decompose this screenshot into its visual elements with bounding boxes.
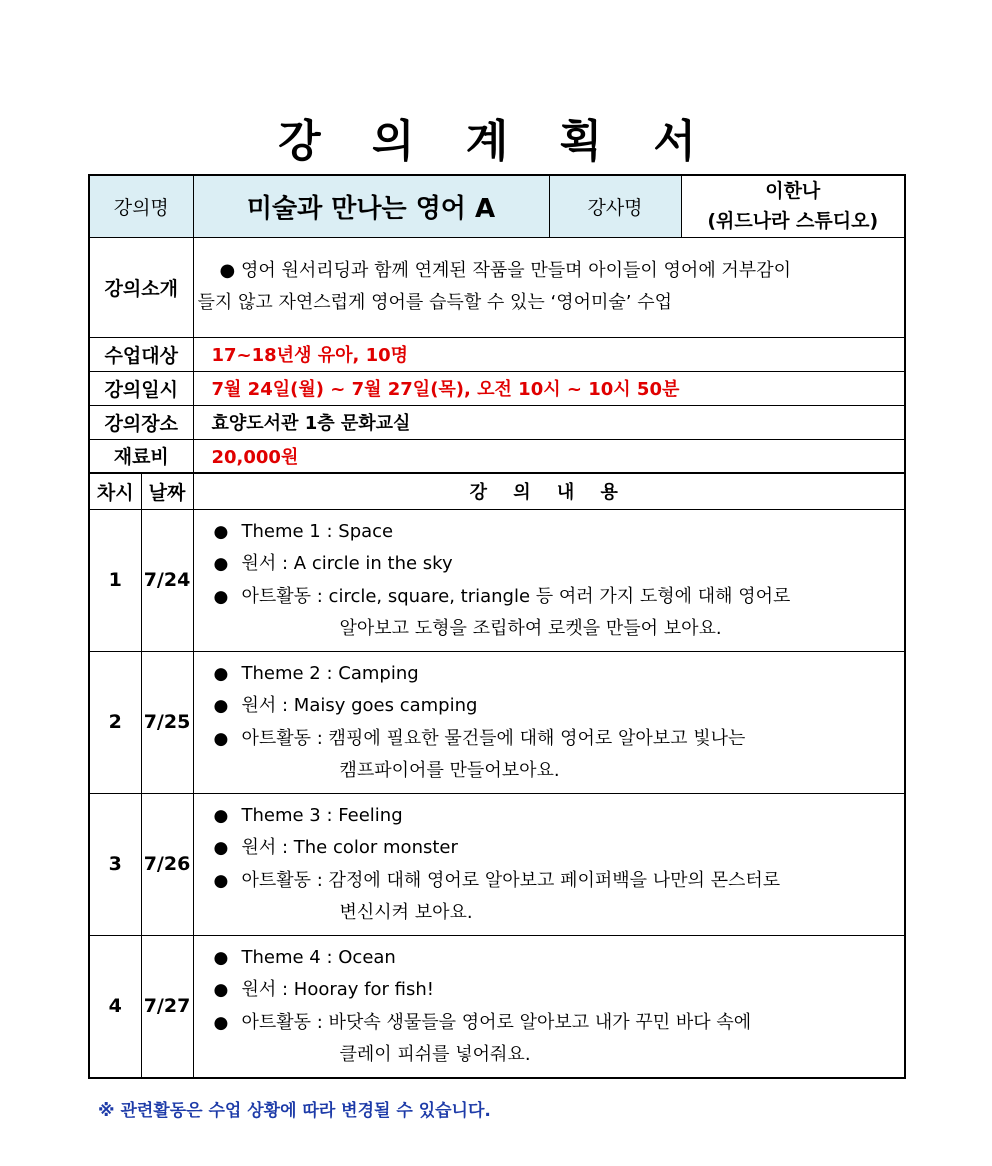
course-name: 미술과 만나는 영어 A: [193, 175, 549, 237]
session-row: [89, 793, 905, 935]
place-row: [89, 405, 905, 439]
session-row: [89, 651, 905, 793]
session-row: [89, 935, 905, 1078]
session-number: 4: [89, 935, 141, 1078]
target-row: [89, 337, 905, 371]
session-content: [193, 935, 905, 1078]
bullet-icon: ●: [213, 554, 229, 574]
bullet-icon: ●: [213, 947, 229, 968]
bullet-icon: ●: [213, 696, 229, 716]
session-date: 7/25: [141, 651, 193, 793]
session-theme: Theme 4 : Ocean: [241, 946, 396, 968]
bullet-icon: ●: [213, 728, 229, 749]
session-art-line-2: 캠프파이어를 만들어보아요.: [339, 760, 560, 781]
session-number: 2: [89, 651, 141, 793]
header-row: [89, 175, 905, 237]
intro-line-1: 영어 원서리딩과 함께 연계된 작품을 만들며 아이들이 영어에 거부감이: [240, 260, 791, 281]
bullet-icon: ●: [213, 838, 229, 858]
bullet-icon: ●: [213, 1012, 229, 1033]
session-art-line-1: 아트활동 : 감정에 대해 영어로 알아보고 페이퍼백을 나만의 몬스터로: [241, 869, 781, 891]
document-title: 강 의 계 획 서: [278, 116, 714, 167]
session-art-line-2: 변신시켜 보아요.: [339, 902, 473, 923]
lecture-plan-table: [88, 174, 906, 1079]
session-theme: Theme 3 : Feeling: [241, 804, 403, 826]
session-date: 7/24: [141, 509, 193, 651]
place-value: 효양도서관 1층 문화교실: [193, 405, 905, 439]
session-date: 7/27: [141, 935, 193, 1078]
session-book: 원서 : The color monster: [241, 837, 458, 858]
bullet-icon: ●: [213, 980, 229, 1000]
session-art-line-2: 클레이 피쉬를 넣어줘요.: [339, 1044, 531, 1065]
teacher-label: 강사명: [549, 175, 681, 237]
session-book: 원서 : Hooray for fish!: [241, 979, 434, 1000]
session-theme: Theme 2 : Camping: [241, 662, 419, 684]
bullet-icon: ●: [213, 870, 229, 891]
schedule-value: 7월 24일(월) ~ 7월 27일(목), 오전 10시 ~ 10시 50분: [193, 371, 905, 405]
intro-line-2: 들지 않고 자연스럽게 영어를 습득할 수 있는 ‘영어미술’ 수업: [197, 292, 673, 313]
session-art-line-1: 아트활동 : 바닷속 생물들을 영어로 알아보고 내가 꾸민 바다 속에: [241, 1011, 752, 1033]
intro-label: 강의소개: [89, 237, 193, 337]
teacher-org: (위드나라 스튜디오): [707, 210, 879, 233]
column-header-row: [89, 473, 905, 509]
course-label: 강의명: [89, 175, 193, 237]
session-col-header: 차시: [89, 473, 141, 509]
bullet-icon: ●: [213, 521, 229, 542]
intro-text: [193, 237, 905, 337]
bullet-icon: ●: [213, 586, 229, 607]
session-theme: Theme 1 : Space: [241, 520, 394, 542]
fee-row: [89, 439, 905, 473]
date-col-header: 날짜: [141, 473, 193, 509]
intro-bullet: ●: [219, 260, 236, 281]
session-art-line-2: 알아보고 도형을 조립하여 로켓을 만들어 보아요.: [339, 618, 722, 639]
teacher-cell: [681, 175, 905, 237]
target-label: 수업대상: [89, 337, 193, 371]
fee-value: 20,000원: [193, 439, 905, 473]
schedule-row: [89, 371, 905, 405]
content-col-header: 강 의 내 용: [193, 473, 905, 509]
session-book: 원서 : A circle in the sky: [241, 553, 453, 574]
place-label: 강의장소: [89, 405, 193, 439]
schedule-label: 강의일시: [89, 371, 193, 405]
session-art-line-1: 아트활동 : 캠핑에 필요한 물건들에 대해 영어로 알아보고 빛나는: [241, 727, 746, 749]
fee-label: 재료비: [89, 439, 193, 473]
bullet-icon: ●: [213, 663, 229, 684]
session-book: 원서 : Maisy goes camping: [241, 695, 478, 716]
intro-row: [89, 237, 905, 337]
session-number: 1: [89, 509, 141, 651]
footnote: ※ 관련활동은 수업 상황에 따라 변경될 수 있습니다.: [98, 1101, 491, 1121]
session-art-line-1: 아트활동 : circle, square, triangle 등 여러 가지 도형에 대해 영어로: [241, 585, 791, 607]
target-value: 17~18년생 유아, 10명: [193, 337, 905, 371]
session-content: [193, 651, 905, 793]
session-content: [193, 509, 905, 651]
session-row: [89, 509, 905, 651]
bullet-icon: ●: [213, 805, 229, 826]
session-content: [193, 793, 905, 935]
session-date: 7/26: [141, 793, 193, 935]
teacher-name: 이한나: [765, 180, 821, 203]
session-number: 3: [89, 793, 141, 935]
